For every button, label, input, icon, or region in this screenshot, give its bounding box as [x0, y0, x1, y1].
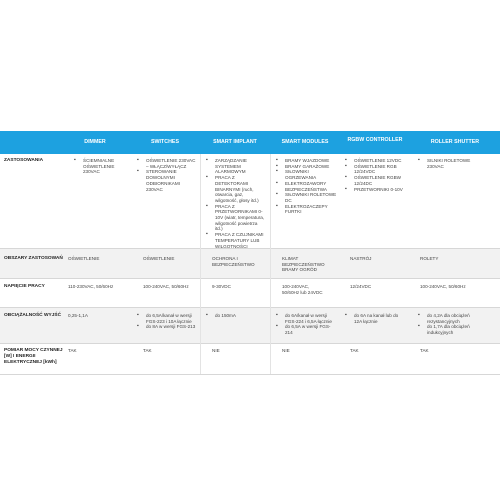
- table-cell: 100-240VAC, 50/60Hz: [143, 284, 189, 289]
- list-item: ▪ ŚCIEMNIALNE OŚWIETLENIE 230VAC: [74, 158, 130, 175]
- table-cell: 0,25-1,1A: [68, 313, 88, 318]
- header-dimmer: DIMMER: [84, 139, 106, 145]
- table-cell: [345, 313, 407, 324]
- table-cell: OŚWIETLENIE: [68, 256, 100, 261]
- table-cell: [137, 158, 197, 192]
- list-item: ▪ OŚWIETLENIE 12VDC: [345, 158, 407, 164]
- table-cell: TAK: [68, 348, 77, 353]
- table-cell: 110-230VAC, 50/60Hz: [68, 284, 114, 289]
- list-item: ▪ PRACA Z PRZETWORNIKAMI 0-10V (wiatr, temperatura, wilgotność powietrza itd.): [206, 204, 266, 233]
- list-item: ▪ BRAMY GARAŻOWE: [276, 164, 338, 170]
- column-divider: [200, 154, 201, 374]
- table-header-row: [0, 131, 500, 154]
- list-item: ▪ SIŁOWNIKI OGRZEWANIA: [276, 169, 338, 180]
- list-item: ▪ STEROWANIE DOWOLNYMI ODBIORNIKAMI 230VAC: [137, 169, 197, 192]
- list-item: ▪ PRZETWORNIKI 0-10V: [345, 187, 407, 193]
- header-roller-shutter: ROLLER SHUTTER: [430, 139, 480, 145]
- header-switches: SWITCHES: [151, 139, 179, 145]
- list-item: ▪ PRACA Z DETEKTORAMI BINARNYMI (ruch, otwarcia, gaz, wilgotność, głosy itd.): [206, 175, 266, 204]
- list-item: ▪ do 4,2A dla obciążeń rezystancyjnych: [418, 313, 482, 324]
- list-item: ▪ do 8A w wersji FGS-213: [137, 324, 199, 330]
- list-item: ▪ OŚWIETLENIE RGBW 12/24DC: [345, 175, 407, 186]
- table-cell: [276, 313, 338, 336]
- table-cell: TAK: [420, 348, 429, 353]
- list-item: ▪ OŚWIETLENIE RGB 12/24VDC: [345, 164, 407, 175]
- table-cell: 100-240VAC, 50/60Hz lub 24VDC: [282, 284, 323, 295]
- header-rgbw-controller: RGBW CONTROLLER: [347, 137, 403, 143]
- table-cell: [206, 158, 266, 249]
- row-label: NAPIĘCIE PRACY: [4, 284, 45, 289]
- table-cell: KLIMAT BEZPIECZEŃSTWO BRAMY OGRÓD: [282, 256, 325, 273]
- list-item: ▪ do 150mA: [206, 313, 264, 319]
- table-row: [0, 249, 500, 279]
- list-item: ▪ OŚWIETLENIE 230VAC – WŁĄCZ/WYŁĄCZ: [137, 158, 197, 169]
- list-item: ▪ PRACA Z CZUJNIKAMI TEMPERATURY LUB WILGOTNOŚCI: [206, 232, 266, 249]
- list-item: ▪ do 6,5A/kanał w wersji FGS-223 i 10A łącznie: [137, 313, 199, 324]
- list-item: ▪ ELEKTROZACZEPY FURTKI: [276, 204, 338, 215]
- table-row: [0, 344, 500, 375]
- table-cell: [418, 158, 482, 169]
- table-cell: NIE: [212, 348, 220, 353]
- table-cell: OŚWIETLENIE: [143, 256, 175, 261]
- list-item: ▪ do 6A na kanał lub do 12A łącznie: [345, 313, 407, 324]
- list-item: ▪ ELEKTROZAWORY BEZPIECZEŃSTWA: [276, 181, 338, 192]
- table-cell: [206, 313, 264, 319]
- row-label: POMIAR MOCY CZYNNEJ [W] I ENERGII ELEKTRYCZNEJ [kWh]: [4, 348, 63, 365]
- table-cell: [345, 158, 407, 192]
- row-label: ZASTOSOWANIA: [4, 158, 44, 163]
- table-cell: 100-240VAC, 50/60Hz: [420, 284, 466, 289]
- list-item: ▪ do 6,5A w wersji FGS-214: [276, 324, 338, 335]
- table-row: [0, 154, 500, 249]
- table-cell: [74, 158, 130, 175]
- table-row: [0, 308, 500, 344]
- table-row: [0, 279, 500, 308]
- table-cell: TAK: [350, 348, 359, 353]
- list-item: ▪ SILNIKI ROLETOWE 230VAC: [418, 158, 482, 169]
- table-cell: NIE: [282, 348, 290, 353]
- row-label: OBSZARY ZASTOSOWAŃ: [4, 256, 63, 261]
- column-divider: [270, 154, 271, 374]
- table-cell: OCHRONA I BEZPIECZEŃSTWO: [212, 256, 255, 267]
- table-cell: [418, 313, 482, 336]
- table-cell: 9-30VDC: [212, 284, 231, 289]
- list-item: ▪ ZARZĄDZANIE SYSTEMEM ALARMOWYM: [206, 158, 266, 175]
- table-cell: NASTRÓJ: [350, 256, 372, 261]
- header-smart-implant: SMART IMPLANT: [213, 139, 257, 145]
- table-cell: 12/24VDC: [350, 284, 372, 289]
- row-label: OBCIĄŻALNOŚĆ WYJŚĆ: [4, 313, 62, 318]
- list-item: ▪ do 1,7A dla obciążeń indukcyjnych: [418, 324, 482, 335]
- list-item: ▪ do 6A/kanał w wersji FGS-224 i 6,5A łącznie: [276, 313, 338, 324]
- list-item: ▪ BRAMY WJAZDOWE: [276, 158, 338, 164]
- table-cell: TAK: [143, 348, 152, 353]
- table-cell: ROLETY: [420, 256, 439, 261]
- table-cell: [276, 158, 338, 215]
- table-cell: [137, 313, 199, 330]
- list-item: ▪ SIŁOWNIKI ROLETOWE DC: [276, 192, 338, 203]
- header-smart-modules: SMART MODULES: [281, 139, 329, 145]
